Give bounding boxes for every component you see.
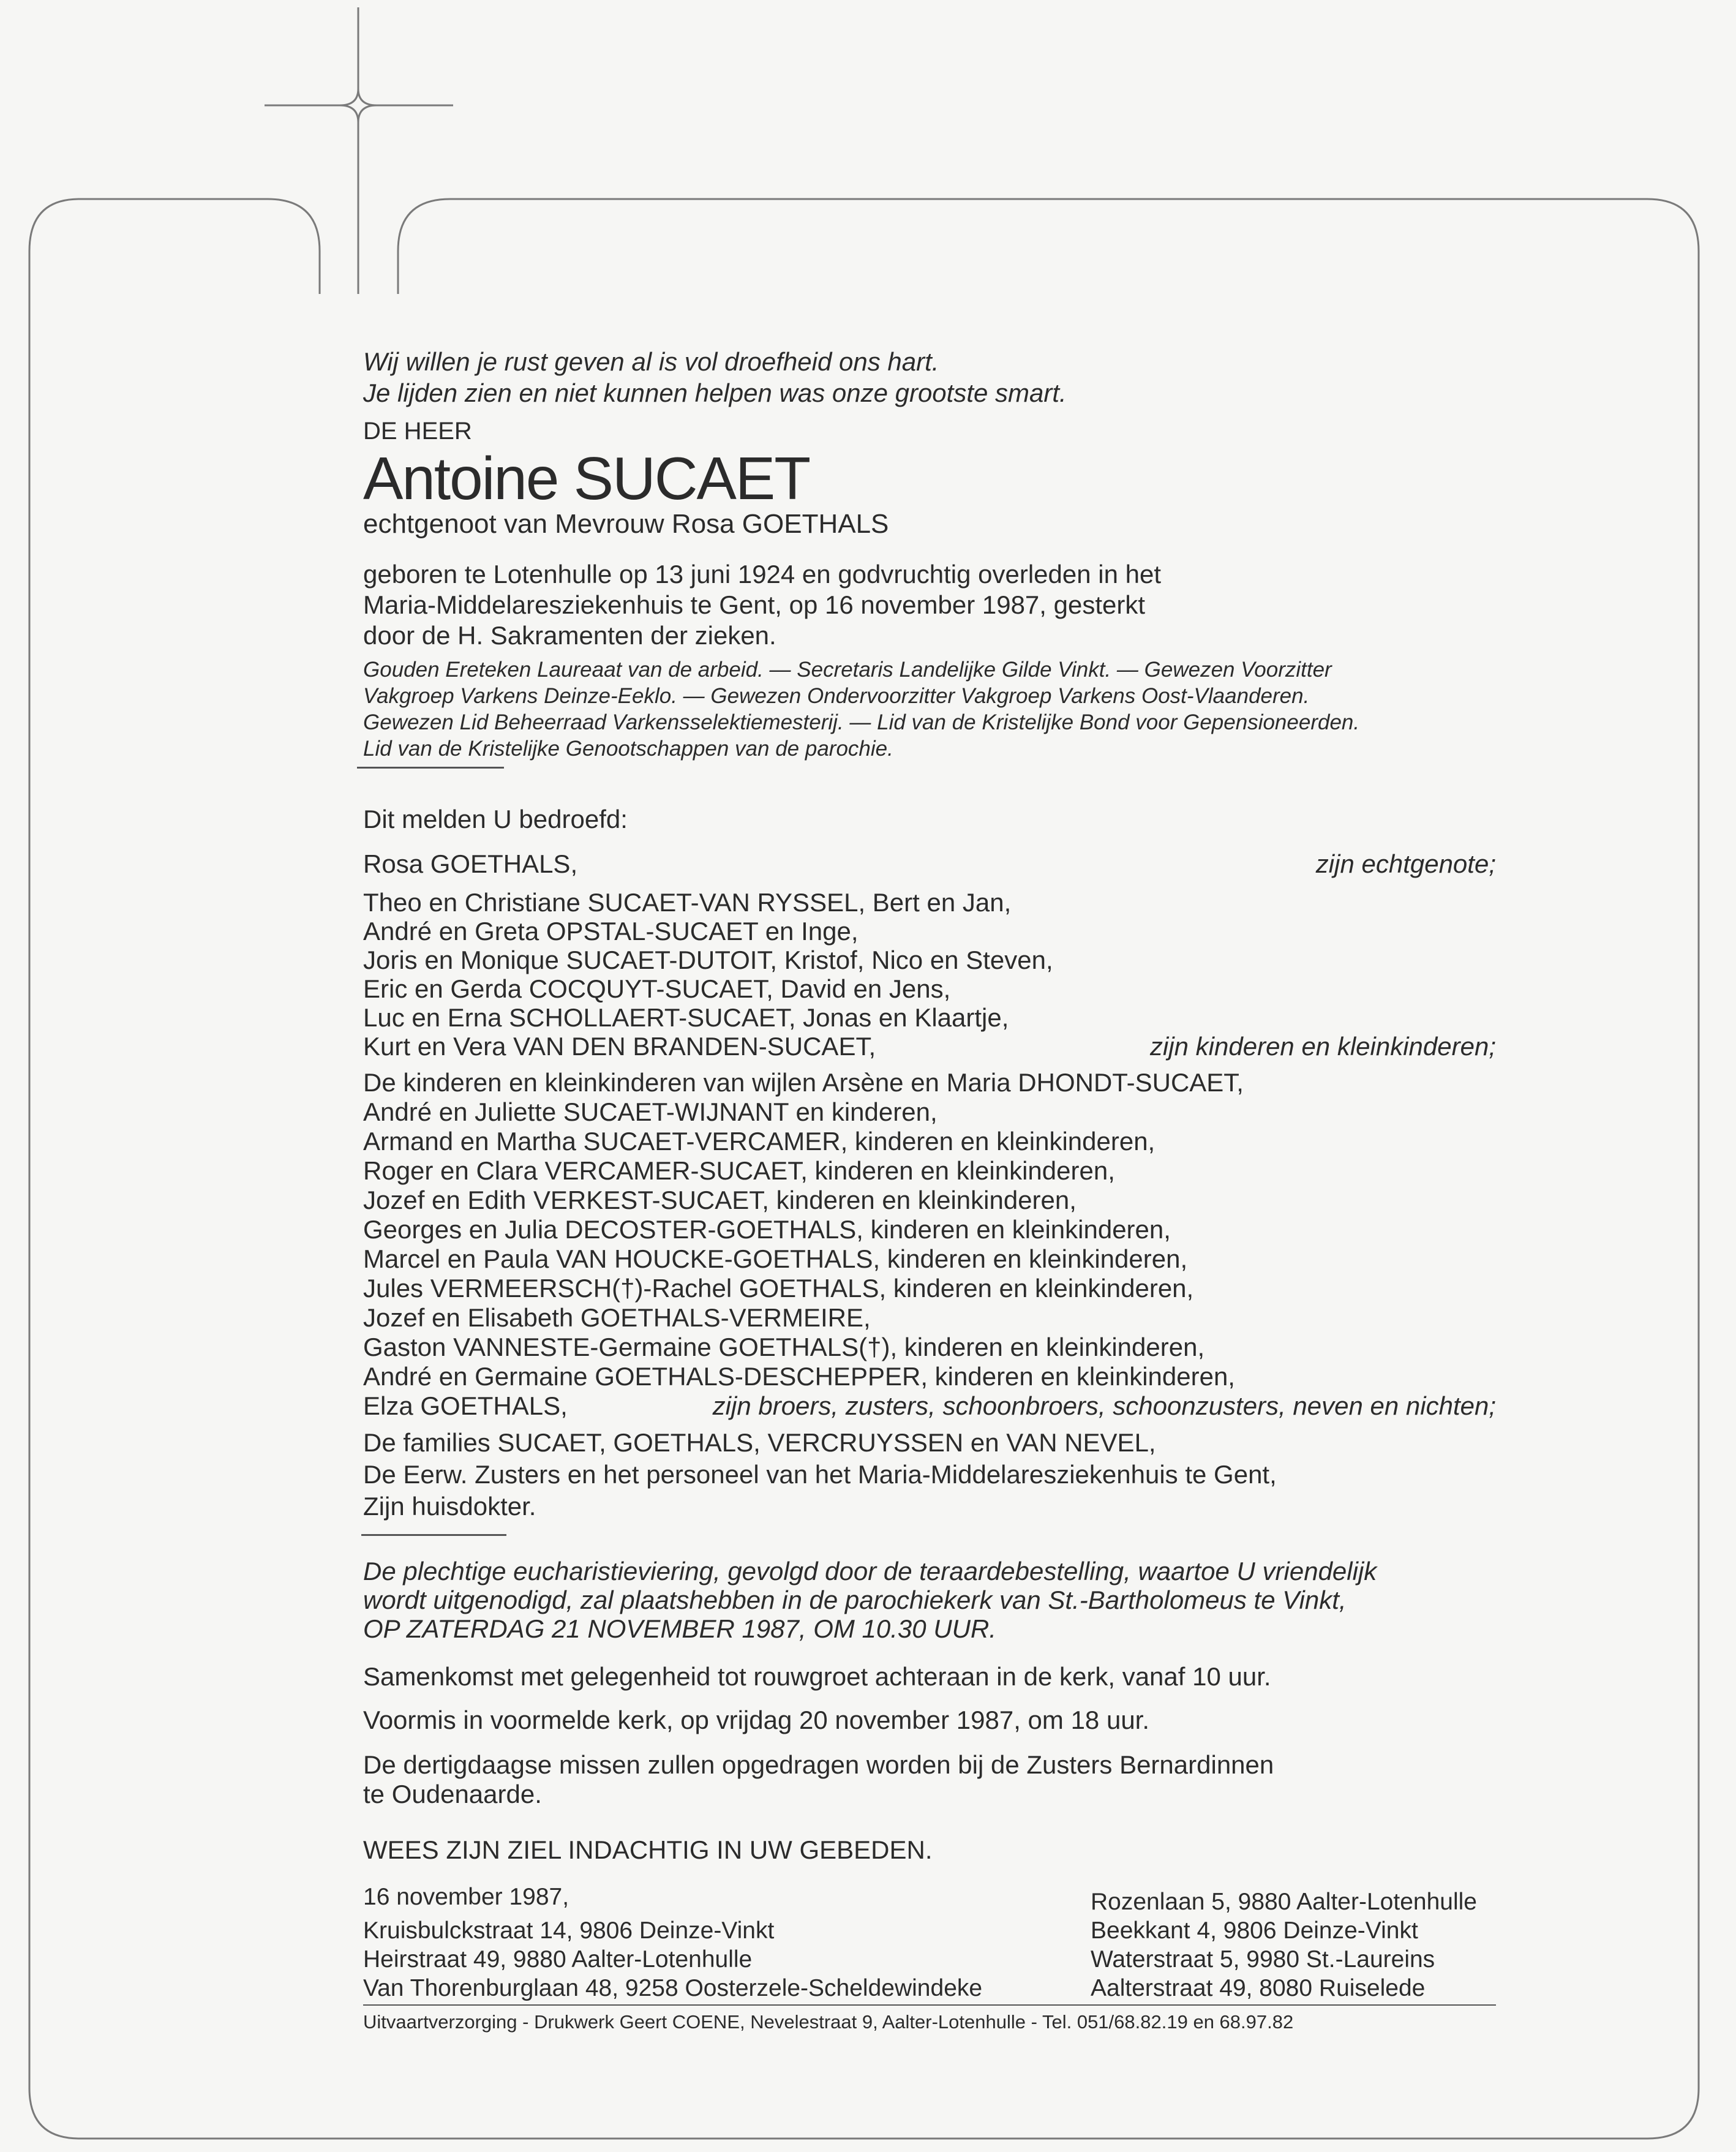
date-line: 16 november 1987, [363, 1884, 569, 1910]
ceremony [363, 1557, 1496, 1643]
masses-line: te Oudenaarde. [363, 1780, 542, 1808]
spouse-role: zijn echtgenote; [1315, 849, 1496, 878]
list-item: Marcel en Paula VAN HOUCKE-GOETHALS, kinderen en kleinkinderen, [363, 1244, 1188, 1273]
address-line: Van Thorenburglaan 48, 9258 Oosterzele-Scheldewindeke [363, 1975, 983, 2001]
siblings-list [363, 1068, 1496, 1421]
list-item: Elza GOETHALS, [363, 1391, 568, 1420]
birth-death-line: geboren te Lotenhulle op 13 juni 1924 en godvruchtig overleden in het [363, 560, 1162, 589]
list-item: Jozef en Elisabeth GOETHALS-VERMEIRE, [363, 1303, 871, 1332]
list-item: Jozef en Edith VERKEST-SUCAET, kinderen en kleinkinderen, [363, 1186, 1077, 1214]
birth-death [363, 559, 1496, 651]
list-item: Eric en Gerda COCQUYT-SUCAET, David en Jens, [363, 974, 951, 1003]
prayer: WEES ZIJN ZIEL INDACHTIG IN UW GEBEDEN. [363, 1835, 933, 1864]
honours-line: Vakgroep Varkens Deinze-Eeklo. — Gewezen Ondervoorzitter Vakgroep Varkens Oost-Vlaanderen. [363, 684, 1310, 708]
children-list [363, 888, 1496, 1061]
list-item: Zijn huisdokter. [363, 1492, 536, 1521]
divider [363, 2004, 1496, 2006]
spouse-entry [363, 848, 1496, 879]
list-item: Luc en Erna SCHOLLAERT-SUCAET, Jonas en Klaartje, [363, 1003, 1009, 1032]
salutation: DE HEER [363, 418, 472, 445]
epigraph-line: Wij willen je rust geven al is vol droefheid ons hart. [363, 347, 939, 376]
address-line: Kruisbulckstraat 14, 9806 Deinze-Vinkt [363, 1917, 775, 1944]
announce-intro: Dit melden U bedroefd: [363, 805, 628, 833]
list-item: Gaston VANNESTE-Germaine GOETHALS(†), kinderen en kleinkinderen, [363, 1333, 1205, 1361]
ceremony-line: wordt uitgenodigd, zal plaatshebben in de parochiekerk van St.-Bartholomeus te Vinkt, [363, 1586, 1347, 1614]
address-line: Heirstraat 49, 9880 Aalter-Lotenhulle [363, 1946, 753, 1973]
spouse-line: echtgenoot van Mevrouw Rosa GOETHALS [363, 509, 889, 539]
addresses-left [363, 1883, 983, 2003]
list-item: De kinderen en kleinkinderen van wijlen Arsène en Maria DHONDT-SUCAET, [363, 1068, 1244, 1097]
list-item: Joris en Monique SUCAET-DUTOIT, Kristof, Nico en Steven, [363, 946, 1053, 974]
honours-line: Lid van de Kristelijke Genootschappen van de parochie. [363, 737, 893, 761]
list-item: Armand en Martha SUCAET-VERCAMER, kinderen en kleinkinderen, [363, 1127, 1155, 1156]
list-item: Jules VERMEERSCH(†)-Rachel GOETHALS, kinderen en kleinkinderen, [363, 1274, 1194, 1303]
birth-death-line: Maria-Middelaresziekenhuis te Gent, op 16 november 1987, gesterkt [363, 590, 1146, 619]
addresses-right [1091, 1887, 1519, 2003]
masses-line: De dertigdaagse missen zullen opgedragen worden bij de Zusters Bernardinnen [363, 1750, 1274, 1779]
list-item: Theo en Christiane SUCAET-VAN RYSSEL, Bert en Jan, [363, 888, 1012, 917]
birth-death-line: door de H. Sakramenten der zieken. [363, 621, 776, 650]
list-item: Georges en Julia DECOSTER-GOETHALS, kinderen en kleinkinderen, [363, 1215, 1171, 1244]
address-line: Beekkant 4, 9806 Deinze-Vinkt [1091, 1917, 1418, 1944]
ceremony-line: OP ZATERDAG 21 NOVEMBER 1987, OM 10.30 UUR. [363, 1614, 996, 1643]
list-item: André en Juliette SUCAET-WIJNANT en kinderen, [363, 1097, 938, 1126]
list-item: Roger en Clara VERCAMER-SUCAET, kinderen en kleinkinderen, [363, 1156, 1115, 1185]
masses [363, 1750, 1496, 1809]
list-item: Kurt en Vera VAN DEN BRANDEN-SUCAET, [363, 1032, 876, 1061]
list-item: André en Germaine GOETHALS-DESCHEPPER, kinderen en kleinkinderen, [363, 1362, 1235, 1391]
vigil: Voormis in voormelde kerk, op vrijdag 20 november 1987, om 18 uur. [363, 1706, 1150, 1734]
list-item: André en Greta OPSTAL-SUCAET en Inge, [363, 917, 859, 946]
honours-line: Gewezen Lid Beheerraad Varkensselektiemesterij. — Lid van de Kristelijke Bond voor Gepensioneerden. [363, 710, 1360, 734]
address-line: Aalterstraat 49, 8080 Ruiselede [1091, 1975, 1426, 2001]
ceremony-line: De plechtige eucharistieviering, gevolgd door de teraardebestelling, waartoe U vriendelijk [363, 1557, 1377, 1586]
printer-line: Uitvaartverzorging - Drukwerk Geert COENE, Nevelestraat 9, Aalter-Lotenhulle - Tel. 051/68.82.19 en 68.97.82 [363, 2011, 1294, 2033]
list-item: De families SUCAET, GOETHALS, VERCRUYSSEN en VAN NEVEL, [363, 1428, 1156, 1457]
divider [357, 767, 504, 769]
siblings-role: zijn broers, zusters, schoonbroers, schoonzusters, neven en nichten; [712, 1391, 1496, 1420]
epigraph-line: Je lijden zien en niet kunnen helpen was onze grootste smart. [363, 378, 1067, 407]
honours [363, 657, 1496, 762]
deceased-name: Antoine SUCAET [363, 445, 810, 512]
children-role: zijn kinderen en kleinkinderen; [1149, 1032, 1496, 1061]
gathering: Samenkomst met gelegenheid tot rouwgroet achteraan in de kerk, vanaf 10 uur. [363, 1662, 1271, 1691]
divider [361, 1534, 506, 1536]
epigraph [363, 346, 1496, 408]
list-item: De Eerw. Zusters en het personeel van het Maria-Middelaresziekenhuis te Gent, [363, 1460, 1277, 1489]
others-list [363, 1427, 1496, 1522]
spouse-name: Rosa GOETHALS, [363, 849, 578, 878]
address-line: Waterstraat 5, 9980 St.-Laureins [1091, 1946, 1435, 1973]
address-line: Rozenlaan 5, 9880 Aalter-Lotenhulle [1091, 1889, 1477, 1915]
honours-line: Gouden Ereteken Laureaat van de arbeid. — Secretaris Landelijke Gilde Vinkt. — Gewezen Voorzitter [363, 658, 1332, 682]
